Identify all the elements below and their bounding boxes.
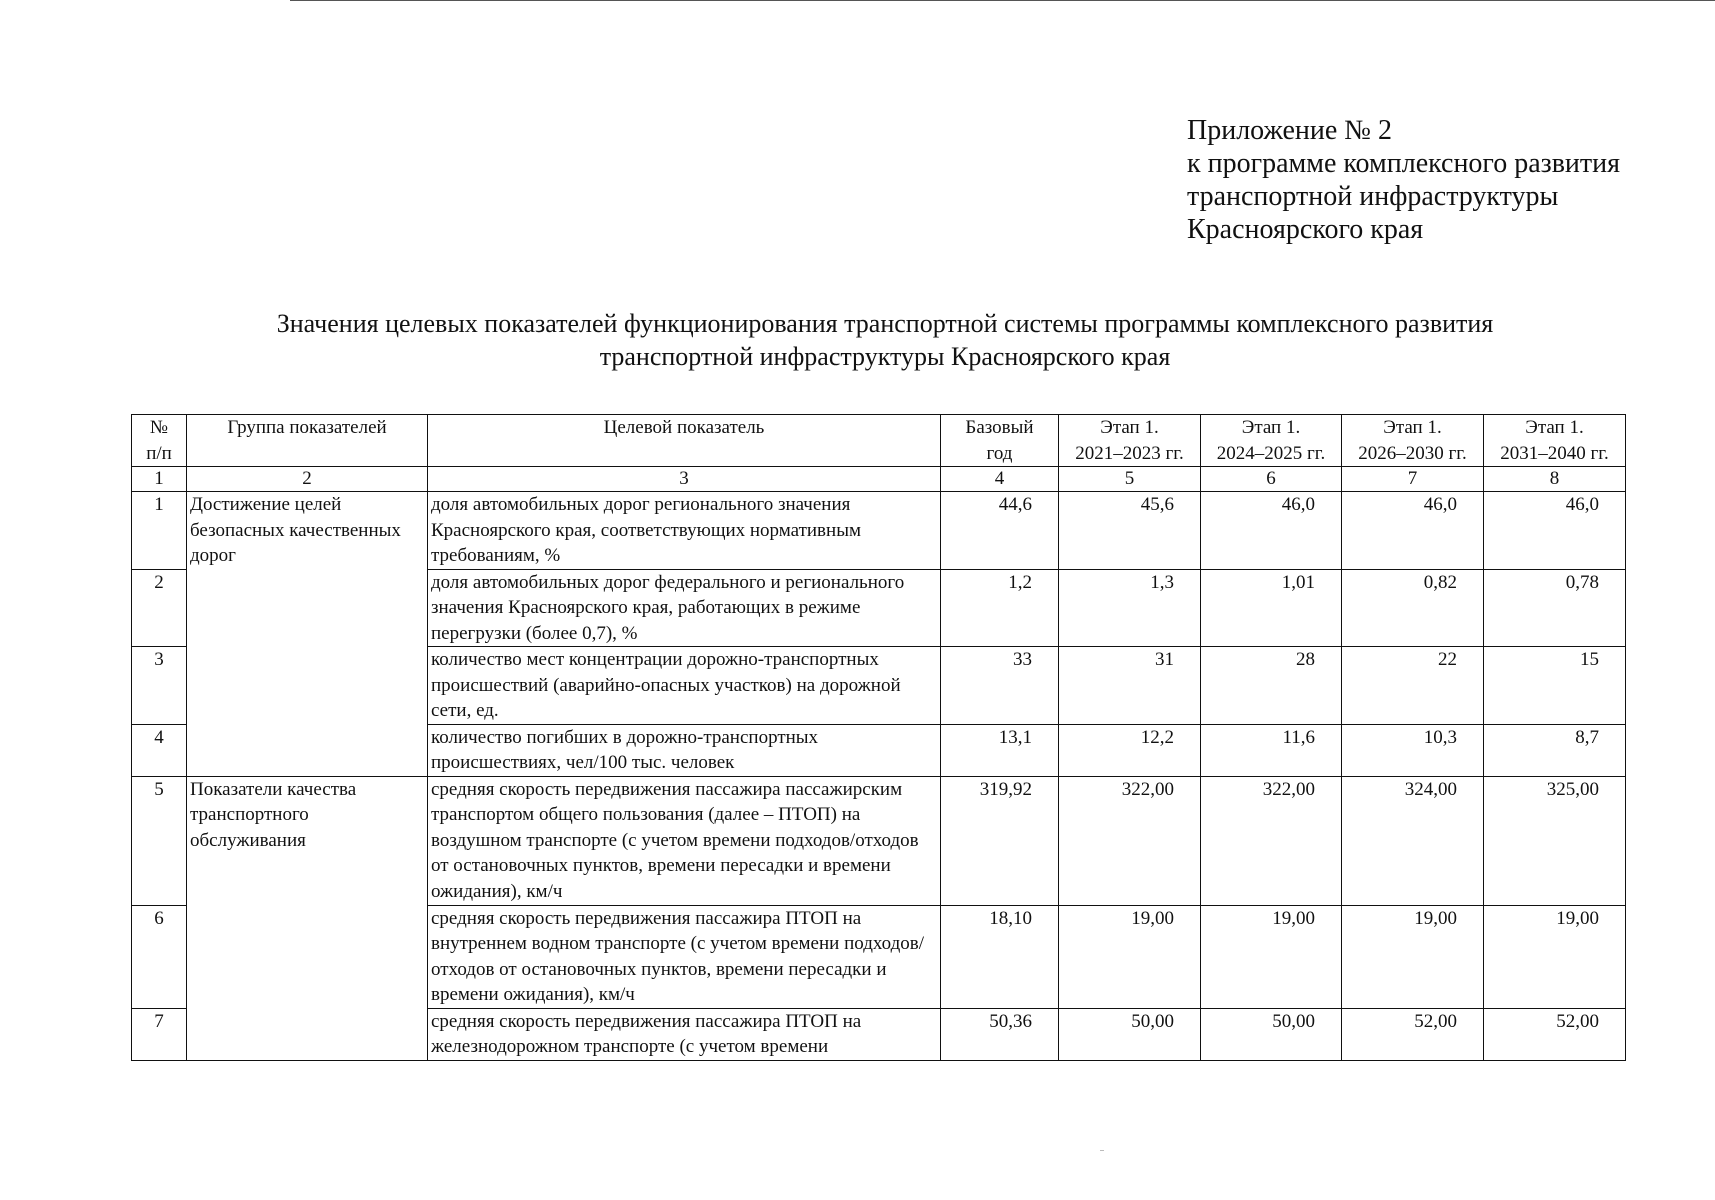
header-base-bottom: год xyxy=(986,442,1013,464)
column-number: 3 xyxy=(428,467,941,492)
value-cell: 319,92 xyxy=(941,776,1059,905)
indicator-cell: средняя скорость передвижения пассажира ПТОП на железнодорожном транспорте (с учетом времени xyxy=(428,1008,941,1060)
header-stage-2031 xyxy=(1484,415,1626,467)
header-num-bottom: п/п xyxy=(146,442,172,464)
header-stage-2026 xyxy=(1342,415,1484,467)
group-cell: Показатели качества транспортного обслуживания xyxy=(187,776,428,1060)
appendix-line: Красноярского края xyxy=(1187,214,1424,245)
row-number: 5 xyxy=(132,776,187,905)
title-line-2: транспортной инфраструктуры Красноярского края xyxy=(599,342,1171,371)
header-base-year xyxy=(941,415,1059,467)
header-stage-2021 xyxy=(1059,415,1201,467)
value-cell: 46,0 xyxy=(1484,492,1626,570)
appendix-line: транспортной инфраструктуры xyxy=(1187,181,1559,212)
column-number-row xyxy=(132,467,1626,492)
header-stage-top: Этап 1. xyxy=(1100,417,1159,438)
row-number: 4 xyxy=(132,724,187,776)
value-cell: 11,6 xyxy=(1201,724,1342,776)
header-stage-years: 2031–2040 гг. xyxy=(1500,442,1609,464)
header-stage-top: Этап 1. xyxy=(1241,417,1301,438)
indicators-table xyxy=(131,414,1626,1061)
header-indicator: Целевой показатель xyxy=(428,415,941,467)
header-stage-top: Этап 1. xyxy=(1525,417,1584,438)
value-cell: 50,00 xyxy=(1059,1008,1201,1060)
column-number: 1 xyxy=(132,467,187,492)
value-cell: 19,00 xyxy=(1201,905,1342,1008)
header-stage-years: 2026–2030 гг. xyxy=(1358,442,1467,464)
value-cell: 0,78 xyxy=(1484,569,1626,647)
table-row xyxy=(132,492,1626,570)
value-cell: 46,0 xyxy=(1342,492,1484,570)
value-cell: 28 xyxy=(1201,647,1342,725)
indicator-cell: доля автомобильных дорог регионального значения Красноярского края, соответствующих нормативным требованиям, % xyxy=(428,492,941,570)
value-cell: 324,00 xyxy=(1342,776,1484,905)
row-number: 6 xyxy=(132,905,187,1008)
header-group: Группа показателей xyxy=(187,415,428,467)
header-stage-top: Этап 1. xyxy=(1383,417,1442,438)
table-row xyxy=(132,776,1626,905)
value-cell: 44,6 xyxy=(941,492,1059,570)
value-cell: 8,7 xyxy=(1484,724,1626,776)
value-cell: 1,01 xyxy=(1201,569,1342,647)
value-cell: 22 xyxy=(1342,647,1484,725)
value-cell: 12,2 xyxy=(1059,724,1201,776)
group-cell: Достижение целей безопасных качественных дорог xyxy=(187,492,428,777)
value-cell: 52,00 xyxy=(1342,1008,1484,1060)
header-stage-years: 2024–2025 гг. xyxy=(1216,442,1326,464)
header-num xyxy=(132,415,187,467)
value-cell: 1,3 xyxy=(1059,569,1201,647)
value-cell: 45,6 xyxy=(1059,492,1201,570)
column-number: 2 xyxy=(187,467,428,492)
value-cell: 50,00 xyxy=(1201,1008,1342,1060)
indicator-cell: средняя скорость передвижения пассажира пассажирским транспортом общего пользования (далее – ПТОП) на воздушном транспорте (с учетом времени подходов/отходов от остановочных пунктов, времени пересадки и времени ожидания), км/ч xyxy=(428,776,941,905)
row-number: 3 xyxy=(132,647,187,725)
appendix-line: Приложение № 2 xyxy=(1187,115,1392,146)
value-cell: 50,36 xyxy=(941,1008,1059,1060)
value-cell: 52,00 xyxy=(1484,1008,1626,1060)
scan-speck xyxy=(1100,1150,1104,1151)
table-header-row xyxy=(132,415,1626,467)
value-cell: 15 xyxy=(1484,647,1626,725)
value-cell: 19,00 xyxy=(1059,905,1201,1008)
top-edge-rule xyxy=(290,0,1715,1)
value-cell: 10,3 xyxy=(1342,724,1484,776)
indicator-cell: количество мест концентрации дорожно-транспортных происшествий (аварийно-опасных участков) на дорожной сети, ед. xyxy=(428,647,941,725)
header-base-top: Базовый xyxy=(965,417,1034,438)
column-number: 8 xyxy=(1484,467,1626,492)
value-cell: 33 xyxy=(941,647,1059,725)
column-number: 5 xyxy=(1059,467,1201,492)
column-number: 6 xyxy=(1201,467,1342,492)
column-number: 7 xyxy=(1342,467,1484,492)
title-line-1: Значения целевых показателей функционирования транспортной системы программы комплексного развития xyxy=(276,309,1494,338)
value-cell: 322,00 xyxy=(1201,776,1342,905)
value-cell: 18,10 xyxy=(941,905,1059,1008)
value-cell: 325,00 xyxy=(1484,776,1626,905)
document-title xyxy=(130,307,1640,373)
row-number: 7 xyxy=(132,1008,187,1060)
value-cell: 13,1 xyxy=(941,724,1059,776)
indicator-cell: количество погибших в дорожно-транспортных происшествиях, чел/100 тыс. человек xyxy=(428,724,941,776)
indicator-cell: средняя скорость передвижения пассажира ПТОП на внутреннем водном транспорте (с учетом времени подходов/отходов от остановочных пунктов, времени пересадки и времени ожидания), км/ч xyxy=(428,905,941,1008)
indicator-cell: доля автомобильных дорог федерального и регионального значения Красноярского края, работающих в режиме перегрузки (более 0,7), % xyxy=(428,569,941,647)
header-num-top: № xyxy=(149,417,169,438)
appendix-header xyxy=(1187,114,1620,246)
value-cell: 322,00 xyxy=(1059,776,1201,905)
row-number: 2 xyxy=(132,569,187,647)
value-cell: 46,0 xyxy=(1201,492,1342,570)
row-number: 1 xyxy=(132,492,187,570)
header-stage-2024 xyxy=(1201,415,1342,467)
value-cell: 19,00 xyxy=(1342,905,1484,1008)
column-number: 4 xyxy=(941,467,1059,492)
value-cell: 31 xyxy=(1059,647,1201,725)
value-cell: 0,82 xyxy=(1342,569,1484,647)
value-cell: 19,00 xyxy=(1484,905,1626,1008)
appendix-line: к программе комплексного развития xyxy=(1187,148,1621,179)
header-stage-years: 2021–2023 гг. xyxy=(1075,442,1184,464)
value-cell: 1,2 xyxy=(941,569,1059,647)
